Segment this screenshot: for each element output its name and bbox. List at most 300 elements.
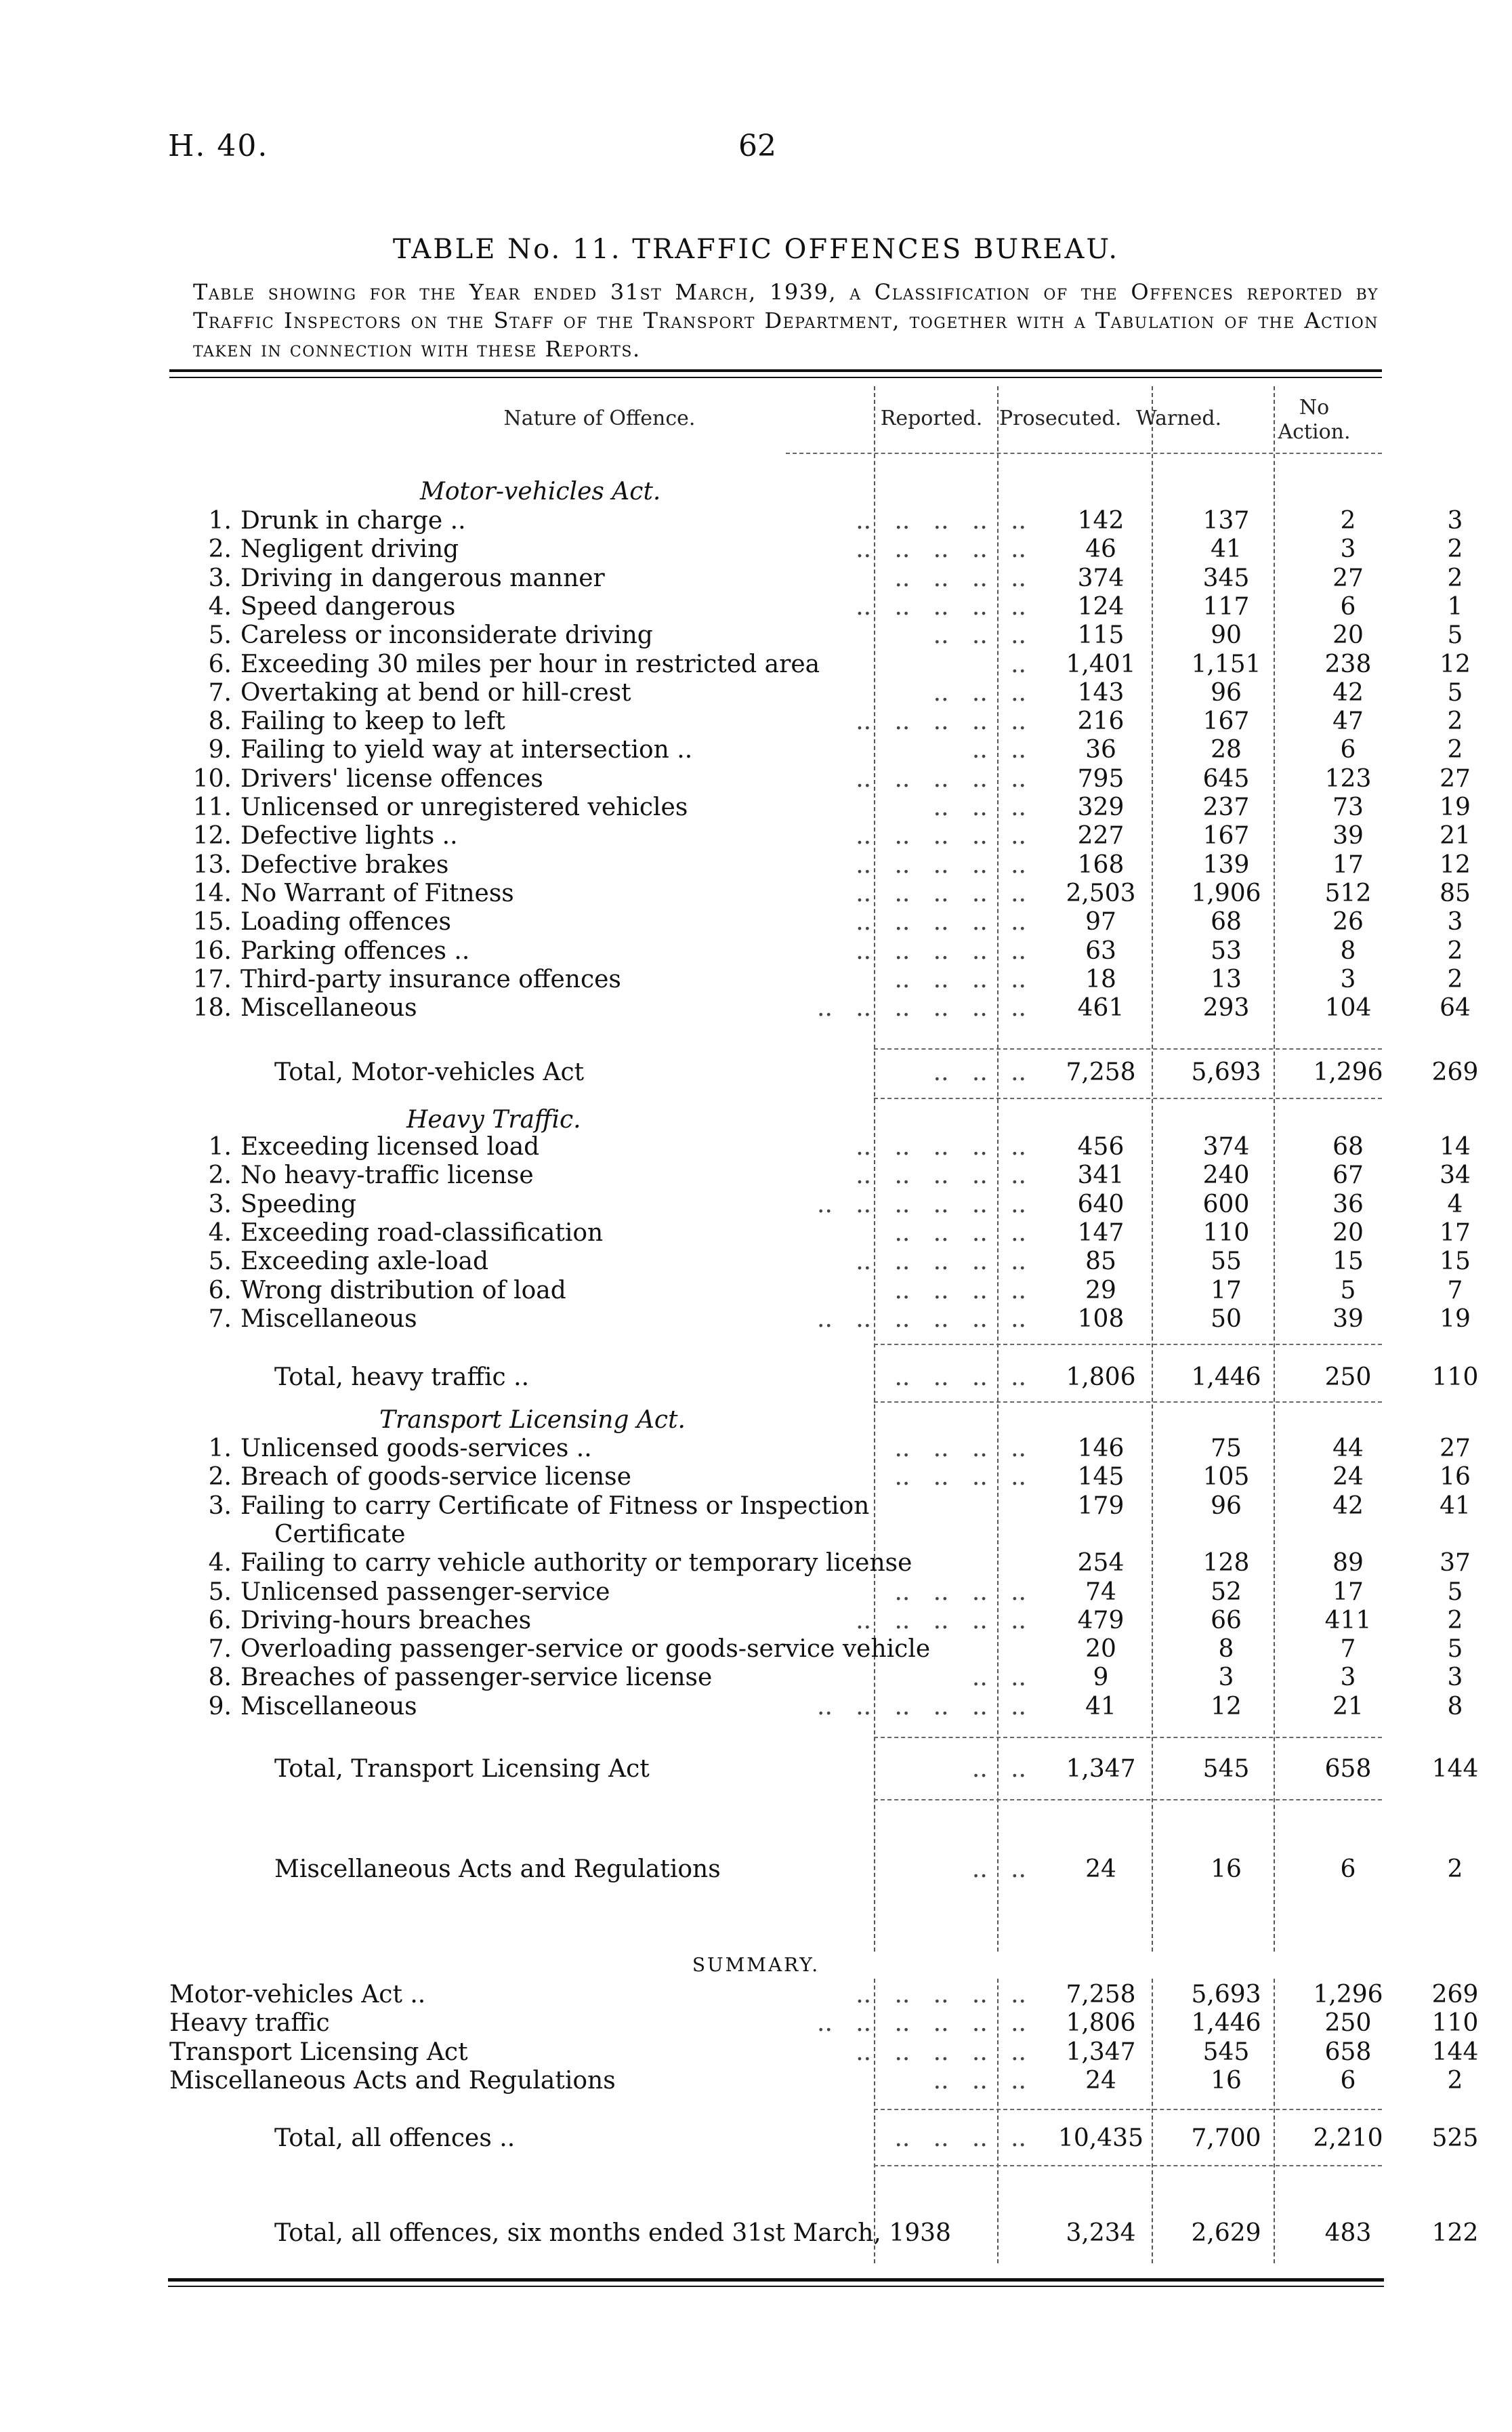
row-number: 5.	[208, 1578, 232, 1606]
table-row	[169, 1606, 1463, 1635]
row-number: 6.	[208, 1276, 232, 1304]
row-number: 2.	[208, 1161, 232, 1190]
leader-dots: .. .. ..	[933, 2066, 1026, 2095]
reported-value: 479	[1077, 1606, 1125, 1634]
warned-value: 36	[1332, 1190, 1364, 1218]
leader-dots: .. .. .. ..	[894, 2124, 1026, 2152]
prosecuted-value: 167	[1202, 707, 1250, 736]
offence-label: Failing to carry Certificate of Fitness or Inspection	[240, 1491, 870, 1520]
warned-value: 3	[1340, 965, 1356, 993]
transport-total-bottom	[874, 1799, 1382, 1800]
leader-dots: .. .. .. .. ..	[856, 822, 1026, 850]
offence-label: Miscellaneous	[240, 994, 417, 1023]
table-row	[169, 736, 1463, 764]
total-label: Total, all offences ..	[274, 2124, 516, 2152]
prosecuted-value: 90	[1211, 621, 1242, 650]
reported-value: 216	[1077, 707, 1125, 736]
row-number: 1.	[208, 1133, 232, 1161]
no-action-value: 41	[1440, 1491, 1471, 1520]
prosecuted-value: 16	[1211, 2066, 1242, 2095]
transport-total-row	[169, 1755, 1479, 1784]
warned-value: 3	[1340, 1664, 1356, 1692]
total-label: Total, heavy traffic ..	[274, 1363, 530, 1391]
offence-label: Exceeding 30 miles per hour in restricted area	[240, 650, 820, 678]
warned-value: 39	[1332, 822, 1364, 850]
table-row	[169, 535, 1463, 564]
warned-value: 6	[1340, 1855, 1356, 1883]
table-row	[169, 1218, 1471, 1248]
offence-label: Parking offences ..	[240, 936, 470, 965]
prosecuted-value: 545	[1202, 1755, 1250, 1783]
warned-value: 104	[1324, 994, 1372, 1023]
heavy-total-row	[169, 1363, 1479, 1392]
table-row	[169, 936, 1463, 966]
no-action-value: 2	[1447, 1855, 1463, 1883]
offence-label: Speed dangerous	[240, 592, 456, 621]
warned-value: 5	[1340, 1276, 1356, 1304]
table-row	[169, 1276, 1463, 1305]
prosecuted-value: 345	[1202, 564, 1250, 592]
no-action-value: 16	[1440, 1463, 1471, 1491]
row-number: 4.	[208, 1549, 232, 1578]
row-number: 4.	[208, 1218, 232, 1247]
no-action-value: 14	[1440, 1133, 1471, 1161]
table-row	[169, 908, 1463, 936]
leader-dots: .. .. ..	[933, 678, 1026, 707]
no-action-value: 12	[1440, 650, 1471, 678]
no-action-value: 144	[1431, 2038, 1479, 2066]
reported-value: 10,435	[1058, 2124, 1143, 2152]
reported-value: 24	[1085, 2066, 1116, 2095]
warned-value: 411	[1324, 1606, 1372, 1634]
reported-value: 97	[1085, 908, 1116, 936]
leader-dots: .. .. .. .. .. ..	[817, 1692, 1026, 1720]
table-row	[169, 564, 1463, 593]
reported-value: 85	[1085, 1248, 1116, 1276]
offence-label: Failing to keep to left	[240, 707, 505, 736]
reported-value: 143	[1077, 678, 1125, 707]
leader-dots: .. .. ..	[933, 1058, 1026, 1086]
header-separator	[786, 453, 1382, 454]
leader-dots: .. ..	[971, 1664, 1026, 1692]
offence-label: Negligent driving	[240, 535, 459, 564]
offence-label: Certificate	[274, 1520, 406, 1548]
prosecuted-value: 7,700	[1191, 2124, 1261, 2152]
row-number: 3.	[208, 1491, 232, 1520]
leader-dots: .. .. .. .. ..	[856, 936, 1026, 965]
leader-dots: .. .. .. .. ..	[856, 1161, 1026, 1190]
table-row	[169, 650, 1471, 679]
heavy-total-separator	[874, 1344, 1382, 1345]
motor-total-bottom	[874, 1098, 1382, 1099]
leader-dots: .. .. .. .. ..	[856, 1981, 1026, 2008]
table-row	[169, 1190, 1463, 1219]
leader-dots: .. .. .. ..	[894, 1218, 1026, 1247]
no-action-value: 15	[1440, 1248, 1471, 1276]
warned-value: 47	[1332, 707, 1364, 736]
warned-value: 1,296	[1313, 1058, 1383, 1086]
warned-value: 20	[1332, 1218, 1364, 1247]
offence-label: Unlicensed or unregistered vehicles	[240, 794, 688, 821]
no-action-value: 1	[1447, 592, 1463, 621]
heavy-total-bottom	[874, 1401, 1382, 1403]
no-action-value: 2	[1447, 1606, 1463, 1634]
no-action-value: 34	[1440, 1161, 1471, 1190]
prosecuted-value: 16	[1211, 1855, 1242, 1883]
row-number: 9.	[208, 736, 232, 764]
leader-dots: .. .. .. ..	[894, 1363, 1026, 1391]
no-action-value: 2	[1447, 936, 1463, 965]
total-label: Total, Transport Licensing Act	[274, 1755, 650, 1783]
prosecuted-value: 237	[1202, 794, 1250, 821]
reported-value: 29	[1085, 1276, 1116, 1304]
row-number: 14.	[192, 879, 232, 907]
offence-label: Exceeding road-classification	[240, 1218, 604, 1247]
prosecuted-value: 137	[1202, 507, 1250, 535]
warned-value: 68	[1332, 1133, 1364, 1161]
prosecuted-value: 17	[1211, 1276, 1242, 1304]
reported-value: 341	[1077, 1161, 1125, 1190]
reported-value: 41	[1085, 1692, 1116, 1720]
table-row	[169, 621, 1463, 650]
prosecuted-value: 66	[1211, 1606, 1242, 1634]
prosecuted-value: 1,446	[1191, 2009, 1261, 2038]
prosecuted-value: 545	[1202, 2038, 1250, 2066]
leader-dots: .. ..	[971, 1855, 1026, 1883]
no-action-value: 2	[1447, 736, 1463, 764]
warned-value: 24	[1332, 1463, 1364, 1491]
leader-dots: .. .. .. .. ..	[856, 707, 1026, 736]
prosecuted-value: 13	[1211, 965, 1242, 993]
table-row	[169, 1133, 1471, 1161]
summary-total-separator	[874, 2109, 1382, 2110]
offence-label: No Warrant of Fitness	[240, 879, 514, 907]
offence-label: Speeding	[240, 1190, 357, 1218]
summary-total-row	[169, 2124, 1479, 2153]
no-action-value: 110	[1431, 1363, 1479, 1391]
reported-value: 108	[1077, 1304, 1125, 1333]
warned-value: 20	[1332, 621, 1364, 650]
row-number: 2.	[208, 1463, 232, 1491]
prosecuted-value: 117	[1202, 592, 1250, 621]
reported-value: 147	[1077, 1218, 1125, 1247]
row-number: 3.	[208, 1190, 232, 1218]
table-row	[169, 1549, 1471, 1578]
row-number: 5.	[208, 1248, 232, 1276]
offence-label: Breaches of passenger-service license	[240, 1664, 713, 1692]
prosecuted-value: 139	[1202, 850, 1250, 879]
warned-value: 42	[1332, 678, 1364, 707]
warned-value: 512	[1324, 879, 1372, 907]
leader-dots: .. .. .. .. ..	[856, 764, 1026, 793]
reported-value: 329	[1077, 794, 1125, 821]
row-number: 7.	[208, 1304, 232, 1333]
leader-dots: .. .. .. .. ..	[856, 850, 1026, 879]
prosecuted-value: 52	[1211, 1578, 1242, 1606]
no-action-value: 2	[1447, 535, 1463, 564]
row-number: 8.	[208, 1664, 232, 1692]
section-motor-title: Motor-vehicles Act.	[420, 478, 661, 506]
warned-value: 250	[1324, 1363, 1372, 1391]
prosecuted-value: 68	[1211, 908, 1242, 936]
offence-label: Careless or inconsiderate driving	[240, 621, 653, 650]
section-transport-title: Transport Licensing Act.	[379, 1406, 686, 1434]
warned-value: 2,210	[1313, 2124, 1383, 2152]
offence-label: Unlicensed goods-services ..	[240, 1435, 592, 1462]
row-number: 2.	[208, 535, 232, 564]
prosecuted-value: 50	[1211, 1304, 1242, 1333]
no-action-value: 5	[1447, 1578, 1463, 1606]
leader-dots: .. .. .. .. ..	[856, 2038, 1026, 2066]
leader-dots: .. .. .. .. ..	[856, 1133, 1026, 1161]
leader-dots: .. .. .. .. ..	[856, 879, 1026, 907]
row-number: 9.	[208, 1692, 232, 1720]
no-action-value: 2	[1447, 564, 1463, 592]
reported-value: 46	[1085, 535, 1116, 564]
prosecuted-value: 600	[1202, 1190, 1250, 1218]
offence-label: Drivers' license offences	[240, 764, 543, 793]
offence-label: Wrong distribution of load	[240, 1276, 566, 1304]
offence-label: Exceeding licensed load	[240, 1133, 540, 1161]
offence-label: Miscellaneous Acts and Regulations	[169, 2066, 616, 2095]
table-row	[169, 822, 1471, 850]
col-prosecuted: Prosecuted.	[999, 407, 1122, 430]
no-action-value: 5	[1447, 621, 1463, 650]
bottom-rule-thin	[168, 2286, 1384, 2287]
offence-label: Drunk in charge ..	[240, 507, 466, 535]
no-action-value: 7	[1447, 1276, 1463, 1304]
offence-label: Failing to yield way at intersection ..	[240, 736, 693, 764]
leader-dots: .. .. .. ..	[894, 965, 1026, 993]
warned-value: 3	[1340, 535, 1356, 564]
row-number: 4.	[208, 592, 232, 621]
prosecuted-value: 1,151	[1191, 650, 1261, 678]
warned-value: 1,296	[1313, 1981, 1383, 2008]
no-action-value: 27	[1440, 764, 1471, 793]
no-action-value: 122	[1431, 2219, 1479, 2247]
warned-value: 7	[1340, 1635, 1356, 1664]
table-row	[169, 1664, 1463, 1692]
col-warned: Warned.	[1135, 407, 1222, 430]
reported-value: 168	[1077, 850, 1125, 879]
warned-value: 2	[1340, 507, 1356, 535]
warned-value: 89	[1332, 1549, 1364, 1578]
offence-label: Exceeding axle-load	[240, 1248, 489, 1276]
prosecuted-value: 3	[1218, 1664, 1234, 1692]
prosecuted-value: 28	[1211, 736, 1242, 764]
leader-dots: .. .. .. .. .. ..	[817, 994, 1026, 1023]
summary-total-bottom	[874, 2165, 1382, 2166]
row-number: 6.	[208, 1606, 232, 1634]
warned-value: 6	[1340, 736, 1356, 764]
offence-label: Failing to carry vehicle authority or temporary license	[240, 1549, 912, 1578]
reported-value: 63	[1085, 936, 1116, 965]
offence-label: Miscellaneous	[240, 1304, 417, 1333]
table-row	[169, 1578, 1463, 1607]
top-rule	[169, 369, 1382, 372]
table-row	[169, 1435, 1471, 1463]
warned-value: 21	[1332, 1692, 1364, 1720]
no-action-value: 21	[1440, 822, 1471, 850]
table-row	[169, 764, 1471, 794]
no-action-value: 8	[1447, 1692, 1463, 1720]
prosecuted-value: 293	[1202, 994, 1250, 1023]
warned-value: 15	[1332, 1248, 1364, 1276]
prosecuted-value: 12	[1211, 1692, 1242, 1720]
no-action-value: 37	[1440, 1549, 1471, 1578]
offence-label: Third-party insurance offences	[240, 965, 621, 993]
no-action-value: 27	[1440, 1435, 1471, 1462]
document-ref: H. 40.	[168, 129, 269, 163]
leader-dots: .. .. ..	[933, 794, 1026, 821]
prosecuted-value: 110	[1202, 1218, 1250, 1247]
warned-value: 17	[1332, 1578, 1364, 1606]
reported-value: 20	[1085, 1635, 1116, 1664]
row-number: 15.	[192, 908, 232, 936]
section-heavy-title: Heavy Traffic.	[406, 1106, 581, 1134]
reported-value: 795	[1077, 764, 1125, 793]
offence-label: No heavy-traffic license	[240, 1161, 534, 1190]
transport-total-separator	[874, 1737, 1382, 1738]
no-action-value: 3	[1447, 1664, 1463, 1692]
warned-value: 44	[1332, 1435, 1364, 1462]
table-row	[169, 965, 1463, 994]
reported-value: 640	[1077, 1190, 1125, 1218]
reported-value: 7,258	[1066, 1058, 1136, 1086]
misc-acts-label: Miscellaneous Acts and Regulations	[274, 1855, 721, 1883]
offence-label: Unlicensed passenger-service	[240, 1578, 610, 1606]
reported-value: 456	[1077, 1133, 1125, 1161]
prosecuted-value: 53	[1211, 936, 1242, 965]
leader-dots: .. .. .. .. ..	[856, 1248, 1026, 1276]
row-number: 11.	[192, 794, 232, 821]
no-action-value: 5	[1447, 678, 1463, 707]
table-row	[169, 1161, 1471, 1190]
row-number: 6.	[208, 650, 232, 678]
misc-acts-row	[169, 1855, 1463, 1884]
prosecuted-value: 1,446	[1191, 1363, 1261, 1391]
no-action-value: 64	[1440, 994, 1471, 1023]
table-row	[169, 1521, 1382, 1549]
table-row	[169, 1248, 1471, 1276]
table-row	[169, 1981, 1479, 2009]
table-row	[169, 850, 1471, 880]
leader-dots: .. .. .. .. .. ..	[817, 2009, 1026, 2038]
reported-value: 2,503	[1066, 879, 1136, 907]
no-action-value: 4	[1447, 1190, 1463, 1218]
row-number: 18.	[192, 994, 232, 1023]
table-row	[169, 794, 1471, 822]
no-action-value: 19	[1440, 794, 1471, 821]
reported-value: 74	[1085, 1578, 1116, 1606]
reported-value: 179	[1077, 1491, 1125, 1520]
bottom-rule	[168, 2278, 1384, 2282]
leader-dots: .. .. .. ..	[894, 564, 1026, 592]
no-action-value: 2	[1447, 707, 1463, 736]
table-row	[169, 707, 1463, 736]
offence-label: Transport Licensing Act	[169, 2038, 468, 2066]
warned-value: 658	[1324, 2038, 1372, 2066]
prosecuted-value: 240	[1202, 1161, 1250, 1190]
no-action-value: 525	[1431, 2124, 1479, 2152]
leader-dots: .. .. .. ..	[894, 1435, 1026, 1462]
prosecuted-value: 1,906	[1191, 879, 1261, 907]
warned-value: 483	[1324, 2219, 1372, 2247]
reported-value: 142	[1077, 507, 1125, 535]
offence-label: Driving-hours breaches	[240, 1606, 532, 1634]
warned-value: 123	[1324, 764, 1372, 793]
table-title: TABLE No. 11. TRAFFIC OFFENCES BUREAU.	[392, 234, 1120, 265]
offence-label: Loading offences	[240, 908, 451, 936]
offence-label: Driving in dangerous manner	[240, 564, 605, 592]
reported-value: 24	[1085, 1855, 1116, 1883]
offence-label: Breach of goods-service license	[240, 1463, 631, 1491]
col-reported: Reported.	[880, 407, 983, 430]
reported-value: 461	[1077, 994, 1125, 1023]
leader-dots: .. .. .. .. ..	[856, 908, 1026, 936]
table-row	[169, 592, 1463, 621]
motor-total-separator	[874, 1048, 1382, 1050]
no-action-value: 269	[1431, 1981, 1479, 2008]
prosecuted-value: 105	[1202, 1463, 1250, 1491]
col-no-action: No Action.	[1278, 396, 1351, 444]
warned-value: 238	[1324, 650, 1372, 678]
table-row	[169, 2066, 1463, 2095]
table-row	[169, 678, 1463, 707]
table-row	[169, 2009, 1479, 2038]
reported-value: 145	[1077, 1463, 1125, 1491]
leader-dots: .. .. .. ..	[894, 1276, 1026, 1304]
prosecuted-value: 374	[1202, 1133, 1250, 1161]
leader-dots: .. ..	[971, 736, 1026, 764]
reported-value: 18	[1085, 965, 1116, 993]
no-action-value: 19	[1440, 1304, 1471, 1333]
reported-value: 146	[1077, 1435, 1125, 1462]
warned-value: 250	[1324, 2009, 1372, 2038]
table-row	[169, 507, 1463, 535]
row-number: 17.	[192, 965, 232, 993]
reported-value: 254	[1077, 1549, 1125, 1578]
row-number: 10.	[192, 764, 232, 793]
reported-value: 1,347	[1066, 1755, 1136, 1783]
warned-value: 8	[1340, 936, 1356, 965]
col-nature: Nature of Offence.	[503, 407, 696, 430]
motor-total-row	[169, 1058, 1479, 1087]
leader-dots: .. .. .. .. ..	[856, 592, 1026, 621]
reported-value: 7,258	[1066, 1981, 1136, 2008]
leader-dots: .. .. .. .. .. ..	[817, 1190, 1026, 1218]
page-number: 62	[738, 129, 776, 163]
prosecuted-value: 167	[1202, 822, 1250, 850]
leader-dots: .. .. .. .. .. ..	[817, 1304, 1026, 1333]
prosecuted-value: 96	[1211, 678, 1242, 707]
warned-value: 73	[1332, 794, 1364, 821]
warned-value: 17	[1332, 850, 1364, 879]
row-number: 3.	[208, 564, 232, 592]
top-rule-thin	[169, 377, 1382, 378]
summary-title: SUMMARY.	[692, 1954, 820, 1976]
reported-value: 374	[1077, 564, 1125, 592]
prosecuted-value: 41	[1211, 535, 1242, 564]
warned-value: 6	[1340, 2066, 1356, 2095]
prosecuted-value: 75	[1211, 1435, 1242, 1462]
offence-label: Overtaking at bend or hill-crest	[240, 678, 631, 707]
leader-dots: ..	[1011, 650, 1026, 678]
warned-value: 26	[1332, 908, 1364, 936]
prosecuted-value: 55	[1211, 1248, 1242, 1276]
reported-value: 124	[1077, 592, 1125, 621]
no-action-value: 3	[1447, 507, 1463, 535]
